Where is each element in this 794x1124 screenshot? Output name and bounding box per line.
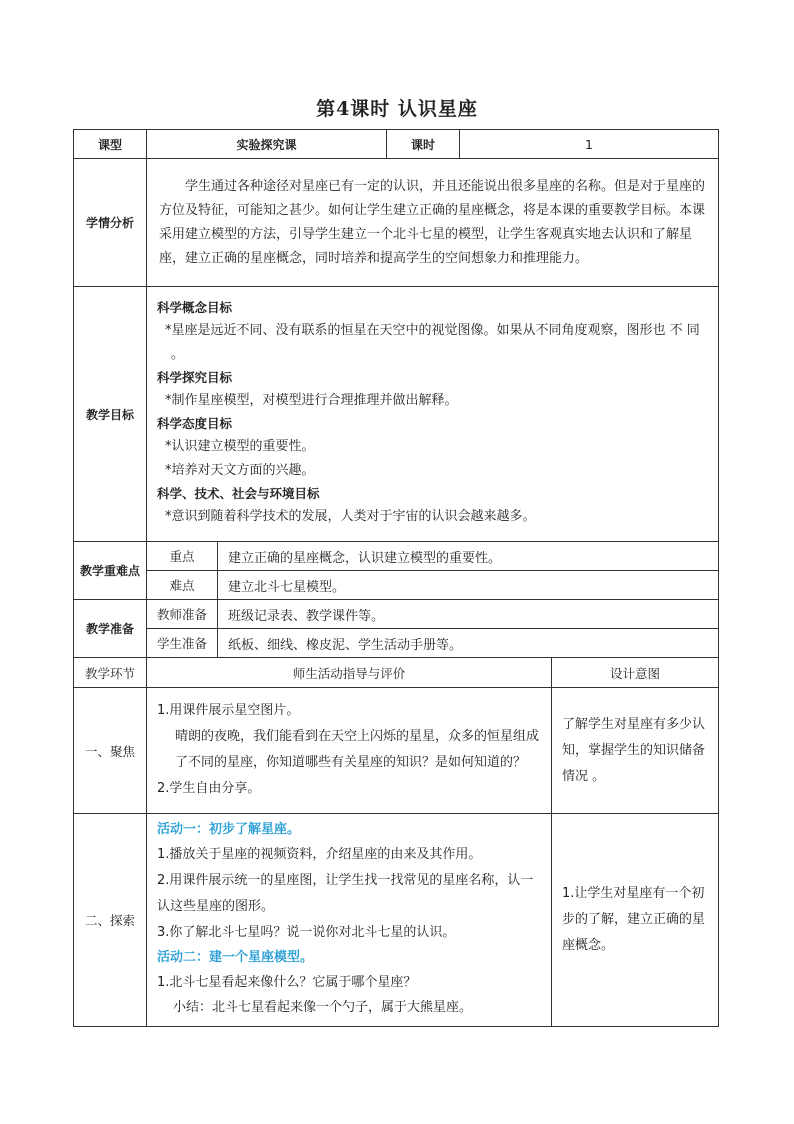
course-type-value: 实验探究课 — [147, 130, 387, 159]
stage-explore-intent: 1.让学生对星座有一个初步的了解，建立正确的星座概念。 — [552, 814, 719, 1027]
key-point-row — [74, 542, 719, 571]
activity-line: 小结：北斗七星看起来像一个勺子，属于大熊星座。 — [173, 1000, 473, 1015]
stage-explore-row — [74, 814, 719, 1027]
page-title: 第4课时 认识星座 — [316, 98, 478, 120]
key-point-value: 建立正确的星座概念，认识建立模型的重要性。 — [218, 542, 719, 571]
stage-focus-intent: 了解学生对星座有多少认知，掌握学生的知识储备情况 。 — [552, 688, 719, 814]
goal-heading: 科学概念目标 — [157, 300, 233, 315]
goal-heading: 科学探究目标 — [157, 370, 233, 385]
teacher-prep-label: 教师准备 — [147, 600, 218, 629]
goals-row — [74, 287, 719, 542]
analysis-text: 学生通过各种途径对星座已有一定的认识，并且还能说出很多星座的名称。但是对于星座的方位及特征，可能知之甚少。如何让学生建立正确的星座概念，将是本课的重要教学目标。本课采用建立模型的方法，引导学生建立一个北斗七星的模型，让学生客观真实地去认识和了解星座，建立正确的星座概念，同时培养和提高学生的空间想象力和推理能力。 — [159, 178, 706, 266]
activity-two-title: 活动二：建一个星座模型。 — [157, 950, 314, 965]
process-header-row — [74, 658, 719, 688]
goal-item: *意识到随着科学技术的发展，人类对于宇宙的认识会越来越多。 — [165, 509, 536, 524]
goal-item: *制作星座模型，对模型进行合理推理并做出解释。 — [165, 393, 458, 408]
teacher-prep-value: 班级记录表、教学课件等。 — [218, 600, 719, 629]
key-points-label: 教学重难点 — [74, 542, 147, 600]
class-hours-value: 1 — [460, 130, 719, 159]
activity-line: 1.播放关于星座的视频资料，介绍星座的由来及其作用。 — [157, 847, 482, 862]
activity-header: 师生活动指导与评价 — [147, 658, 552, 688]
goal-item: *星座是远近不同、没有联系的恒星在天空中的视觉图像。如果从不同角度观察，图形也 不 同 。 — [165, 323, 700, 362]
student-prep-value: 纸板、细线、橡皮泥、学生活动手册等。 — [218, 629, 719, 658]
analysis-label: 学情分析 — [74, 159, 147, 287]
analysis-row — [74, 159, 719, 287]
goal-item: *培养对天文方面的兴趣。 — [165, 463, 315, 478]
header-row — [74, 130, 719, 159]
activity-line: 3.你了解北斗七星吗？说一说你对北斗七星的认识。 — [157, 925, 456, 940]
activity-line: 晴朗的夜晚，我们能看到在天空上闪烁的星星，众多的恒星组成了不同的星座，你知道哪些有关星座的知识？是如何知道的？ — [175, 728, 540, 770]
stage-focus-label: 一、聚焦 — [74, 688, 147, 814]
activity-one-title: 活动一：初步了解星座。 — [157, 822, 301, 837]
activity-line: 1.用课件展示星空图片。 — [157, 702, 300, 718]
activity-line: 1.北斗七星看起来像什么？它属于哪个星座？ — [157, 975, 417, 990]
lesson-plan-table — [73, 129, 719, 1027]
goals-label: 教学目标 — [74, 287, 147, 542]
teacher-prep-row — [74, 600, 719, 629]
goal-heading: 科学态度目标 — [157, 416, 233, 431]
activity-line: 2.学生自由分享。 — [157, 780, 261, 796]
difficulty-label: 难点 — [147, 571, 218, 600]
key-point-label: 重点 — [147, 542, 218, 571]
stage-header: 教学环节 — [74, 658, 147, 688]
stage-explore-label: 二、探索 — [74, 814, 147, 1027]
stage-focus-row — [74, 688, 719, 814]
course-type-label: 课型 — [74, 130, 147, 159]
class-hours-label: 课时 — [387, 130, 460, 159]
student-prep-label: 学生准备 — [147, 629, 218, 658]
difficulty-row — [74, 571, 719, 600]
goal-heading: 科学、技术、社会与环境目标 — [157, 486, 320, 501]
prep-label: 教学准备 — [74, 600, 147, 658]
goal-item: *认识建立模型的重要性。 — [165, 439, 315, 454]
difficulty-value: 建立北斗七星模型。 — [218, 571, 719, 600]
student-prep-row — [74, 629, 719, 658]
intent-header: 设计意图 — [552, 658, 719, 688]
activity-line: 2.用课件展示统一的星座图，让学生找一找常见的星座名称，认一认这些星座的图形。 — [157, 873, 534, 914]
